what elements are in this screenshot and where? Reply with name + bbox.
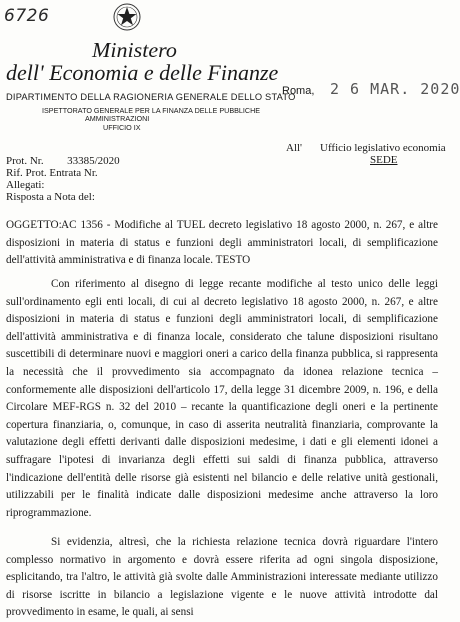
- star-emblem-icon: [112, 2, 142, 32]
- place-label: Roma,: [282, 85, 315, 97]
- subject-block: [6, 217, 438, 270]
- attachments-label: Allegati:: [6, 179, 45, 191]
- ministry-title-line1: Ministero: [92, 38, 177, 62]
- protocol-value: 33385/2020: [67, 155, 120, 167]
- body-paragraph-2: Si evidenzia, altresì, che la richiesta relazione tecnica dovrà riguardare l'intero complesso normativo in argomento e dovrà essere riferita ad ogni singola disposizione, esplicitando, tra l'altro, le attività già svolte dalle Amministrazioni interessate mediante utilizzo di risorse iscritte in bilancio a legislazione vigente e le nuove attività introdotte dal provvedimento in esame, le quali, ai sensi: [6, 536, 438, 619]
- subject-label: OGGETTO:: [6, 219, 62, 231]
- date-stamp: 2 6 MAR. 2020: [330, 80, 460, 98]
- department-name: DIPARTIMENTO DELLA RAGIONERIA GENERALE DELLO STATO: [6, 92, 296, 102]
- body-paragraph-1: Con riferimento al disegno di legge recante modifiche al testo unico delle leggi sull'ordinamento egli enti locali, di cui al decreto legislativo 18 agosto 2000, n. 267, e altre disposizioni in materia di status e funzioni degli amministratori locali, di semplificazione dell'attività amministrativa e di finanza locale, considerato che talune disposizioni risultano suscettibili di determinare nuovi e maggiori oneri a carico della finanza pubblica, si rappresenta la necessità che il provvedimento sia accompagnato da idonea relazione tecnica – conformemente alle disposizioni dell'articolo 17, della legge 31 dicembre 2009, n. 196, e della Circolare MEF-RGS n. 32 del 2010 – recante la quantificazione degli oneri e la pertinente copertura finanziaria, o, comunque, in caso di asserita neutralità finanziaria, comprovante la valutazione degli effetti derivanti dalle disposizioni medesime, i dati e gli elementi idonei a suffragare l'ipotesi di invarianza degli effetti sui saldi di finanza pubblica, attraverso l'indicazione dell'entità delle risorse già esistenti nel bilancio e delle relative unità gestionali, utilizzabili per le finalità indicate dalle disposizioni medesime anche attraverso la loro riprogrammazione.: [6, 278, 438, 519]
- reply-to-note-label: Risposta a Nota del:: [6, 191, 95, 203]
- recipient-prefix: All': [286, 142, 303, 154]
- recipient-office: Ufficio legislativo economia: [320, 142, 446, 154]
- recipient-location: SEDE: [370, 154, 398, 166]
- inspectorate-line1: ISPETTORATO GENERALE PER LA FINANZA DELLE PUBBLICHE: [42, 106, 261, 115]
- protocol-label: Prot. Nr.: [6, 155, 44, 167]
- ministry-title-line2: dell' Economia e delle Finanze: [6, 60, 279, 85]
- handwritten-protocol-number: 6726: [4, 6, 50, 26]
- reference-protocol: Rif. Prot. Entrata Nr.: [6, 167, 98, 179]
- subject-text: AC 1356 - Modifiche al TUEL decreto legislativo 18 agosto 2000, n. 267, e altre disposizioni in materia di status e funzioni degli amministratori locali, di semplificazione dell'attività amministrativa e di finanza locale. TESTO: [6, 219, 438, 266]
- inspectorate-line2: AMMINISTRAZIONI: [85, 114, 150, 123]
- protocol-number-row: [6, 155, 120, 167]
- inspectorate-line3: UFFICIO IX: [103, 123, 141, 132]
